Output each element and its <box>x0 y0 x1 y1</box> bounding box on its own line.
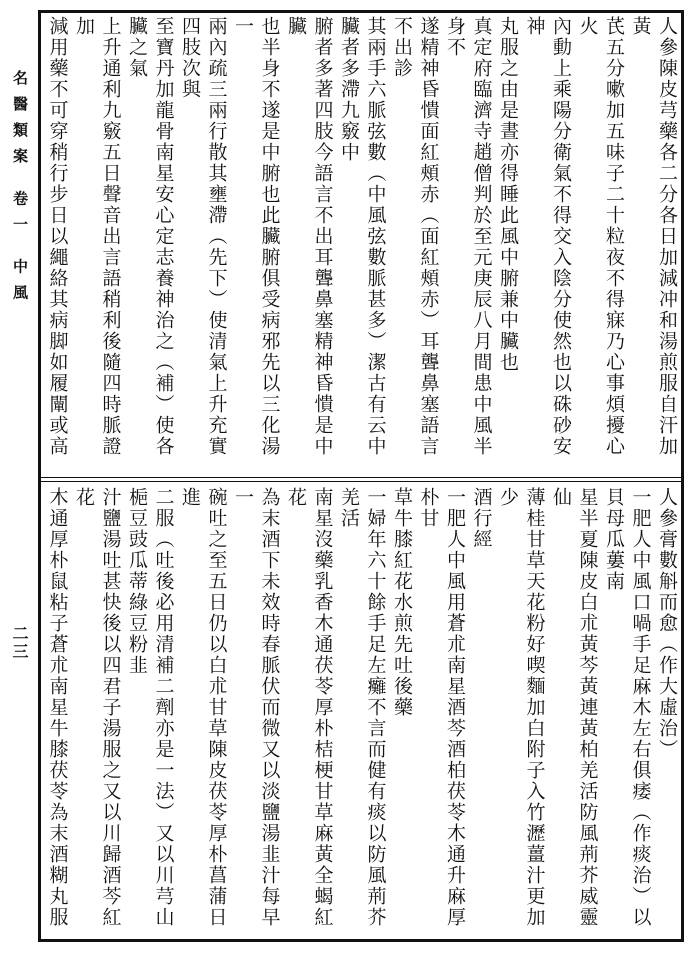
text-column: 草牛膝紅花水煎先吐後藥 <box>391 487 413 718</box>
text-column: 人參膏數斛而愈（作大虛治） <box>656 487 678 760</box>
text-column: 人參陳皮芎藥各二分各日加減冲和湯煎服自汗加黃 <box>629 16 678 457</box>
text-column: 酒行經 <box>470 487 493 550</box>
text-column: 汁鹽湯吐甚快後以四君子湯服之又以川歸酒芩紅花 <box>73 487 122 928</box>
text-column: 薄桂甘草天花粉好喫麵加白附子入竹瀝薑汁更加少 <box>497 487 546 928</box>
text-column: 一婦年六十餘手足左癱不言而健有痰以防風荊芥羌活 <box>338 487 387 928</box>
text-column: 丸服之由是晝亦得睡此風中腑兼中臟也 <box>497 16 519 373</box>
section-divider <box>38 477 684 482</box>
text-column: 南星沒藥乳香木通茯苓厚朴桔梗甘草麻黃全蝎紅花 <box>285 487 334 928</box>
text-column: 兩內疏三兩行散其壅滯（先下）使清氣上升充實四肢次與 <box>179 16 228 457</box>
upper-text-block <box>44 16 680 474</box>
text-column: 一肥人中風用蒼朮南星酒芩酒柏茯苓木通升麻厚朴甘 <box>417 487 466 928</box>
text-column: 為末酒下未效時春脈伏而微又以淡鹽湯韭汁每早一 <box>232 487 281 928</box>
text-column: 其兩手六脈弦數（中風弦數脈甚多）潔古有云中臟者多滯九竅中 <box>338 16 387 457</box>
text-column: 碗吐之至五日仍以白朮甘草陳皮茯苓厚朴菖蒲日進 <box>179 487 228 928</box>
text-column: 腑者多著四肢今語言不出耳聾鼻塞精神昏憒是中臟 <box>285 16 334 457</box>
text-column: 一肥人中風口喎手足麻木左右俱痿（作痰治）以貝母瓜蔞南 <box>603 487 652 928</box>
text-column: 至寶丹加龍骨南星安心定志養神治之（補）使各臟之氣 <box>126 16 175 457</box>
text-column: 木通厚朴鼠粘子蒼朮南星牛膝茯苓為末酒糊丸服 <box>46 487 69 928</box>
text-column: 二服（吐後必用清補二劑亦是一法）又以川芎山梔豆豉瓜蒂綠豆粉韭 <box>126 487 175 928</box>
text-column: 上升通利九竅五日聲音出言語稍利後隨四時脈證加 <box>73 16 122 457</box>
text-column: 星半夏陳皮白朮黃芩黃連黃柏羌活防風荊芥威靈仙 <box>550 487 599 928</box>
margin-label: 名醫類案 卷一 中風 <box>11 70 29 311</box>
text-column: 真定府臨濟寺趙僧判於至元庚辰八月間患中風半身不 <box>444 16 493 457</box>
text-column: 芪五分嗽加五味子二十粒夜不得寐乃心事煩擾心火 <box>576 16 625 457</box>
text-column: 遂精神昏憒面紅頰赤（面紅頰赤）耳聾鼻塞語言不出診 <box>391 16 440 457</box>
text-column: 減用藥不可穿稍行步日以繩絡其病脚如履闡或高 <box>46 16 69 457</box>
text-column: 內動上乘陽分衛氣不得交入陰分使然也以硃砂安神 <box>523 16 572 457</box>
page-number: 二三 <box>10 625 29 661</box>
lower-text-block <box>44 487 680 937</box>
text-column: 也半身不遂是中腑也此臟腑俱受病邪先以三化湯一 <box>232 16 281 457</box>
